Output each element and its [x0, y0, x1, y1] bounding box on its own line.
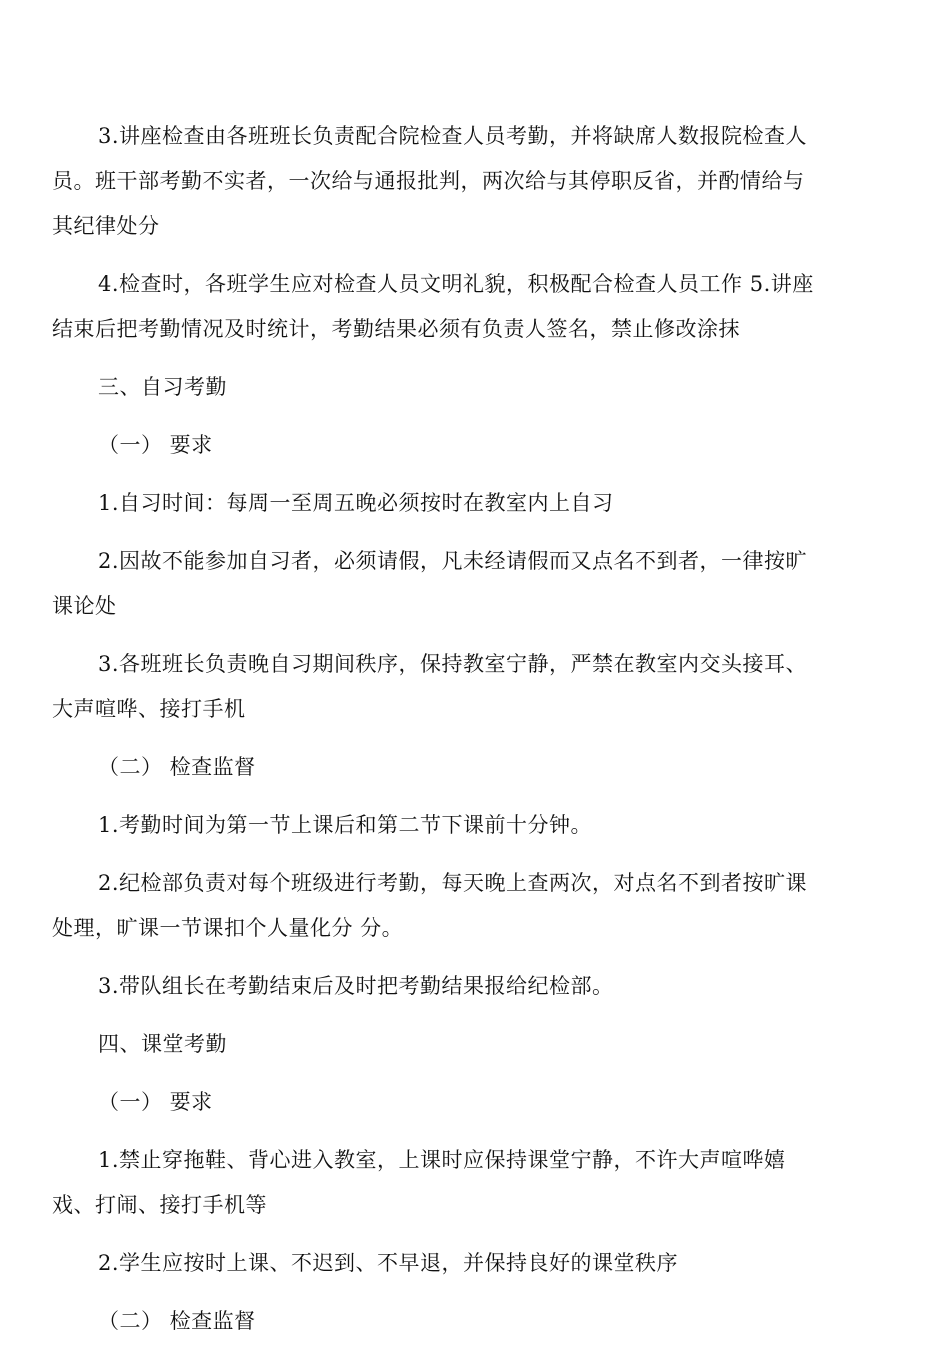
subsection-heading — [52, 745, 900, 790]
text-line: 大声喧哗、接打手机 — [52, 697, 246, 721]
section-heading — [52, 1022, 900, 1067]
paragraph — [52, 114, 900, 249]
text-line: 3.各班班长负责晚自习期间秩序，保持教室宁静，严禁在教室内交头接耳、 — [98, 652, 808, 676]
text-line: 1.自习时间：每周一至周五晚必须按时在教室内上自习 — [98, 491, 614, 515]
text-line: 课论处 — [52, 594, 117, 618]
paragraph — [52, 539, 900, 629]
text-line: 3.带队组长在考勤结束后及时把考勤结果报给纪检部。 — [98, 974, 614, 998]
text-line: （一） 要求 — [98, 1090, 213, 1114]
text-line: （一） 要求 — [98, 433, 213, 457]
document-body — [52, 114, 900, 1357]
text-line: 员。班干部考勤不实者，一次给与通报批判，两次给与其停职反省，并酌情给与 — [52, 169, 805, 193]
subsection-heading — [52, 1299, 900, 1344]
paragraph — [52, 964, 900, 1009]
text-line: 三、自习考勤 — [98, 375, 227, 399]
text-line: 戏、打闹、接打手机等 — [52, 1193, 267, 1217]
text-line: 2.学生应按时上课、不迟到、不早退，并保持良好的课堂秩序 — [98, 1251, 679, 1275]
text-line: 1.禁止穿拖鞋、背心进入教室，上课时应保持课堂宁静，不许大声喧哗嬉 — [98, 1148, 786, 1172]
text-line: 2.纪检部负责对每个班级进行考勤，每天晚上查两次，对点名不到者按旷课 — [98, 871, 808, 895]
text-line: 结束后把考勤情况及时统计，考勤结果必须有负责人签名，禁止修改涂抹 — [52, 317, 740, 341]
subsection-heading — [52, 1080, 900, 1125]
text-line: 四、课堂考勤 — [98, 1032, 227, 1056]
paragraph — [52, 262, 900, 352]
paragraph — [52, 1138, 900, 1228]
paragraph — [52, 803, 900, 848]
text-line: 1.考勤时间为第一节上课后和第二节下课前十分钟。 — [98, 813, 593, 837]
paragraph — [52, 481, 900, 526]
text-line: （二） 检查监督 — [98, 755, 256, 779]
text-line: 处理，旷课一节课扣个人量化分 分。 — [52, 916, 404, 940]
paragraph — [52, 1241, 900, 1286]
subsection-heading — [52, 423, 900, 468]
text-line: 2.因故不能参加自习者，必须请假，凡未经请假而又点名不到者，一律按旷 — [98, 549, 808, 573]
text-line: 其纪律处分 — [52, 214, 160, 238]
text-line: 3.讲座检查由各班班长负责配合院检查人员考勤，并将缺席人数报院检查人 — [98, 124, 808, 148]
section-heading — [52, 365, 900, 410]
text-line: 4.检查时，各班学生应对检查人员文明礼貌，积极配合检查人员工作 5.讲座 — [98, 272, 814, 296]
text-line: （二） 检查监督 — [98, 1309, 256, 1333]
paragraph — [52, 642, 900, 732]
paragraph — [52, 861, 900, 951]
